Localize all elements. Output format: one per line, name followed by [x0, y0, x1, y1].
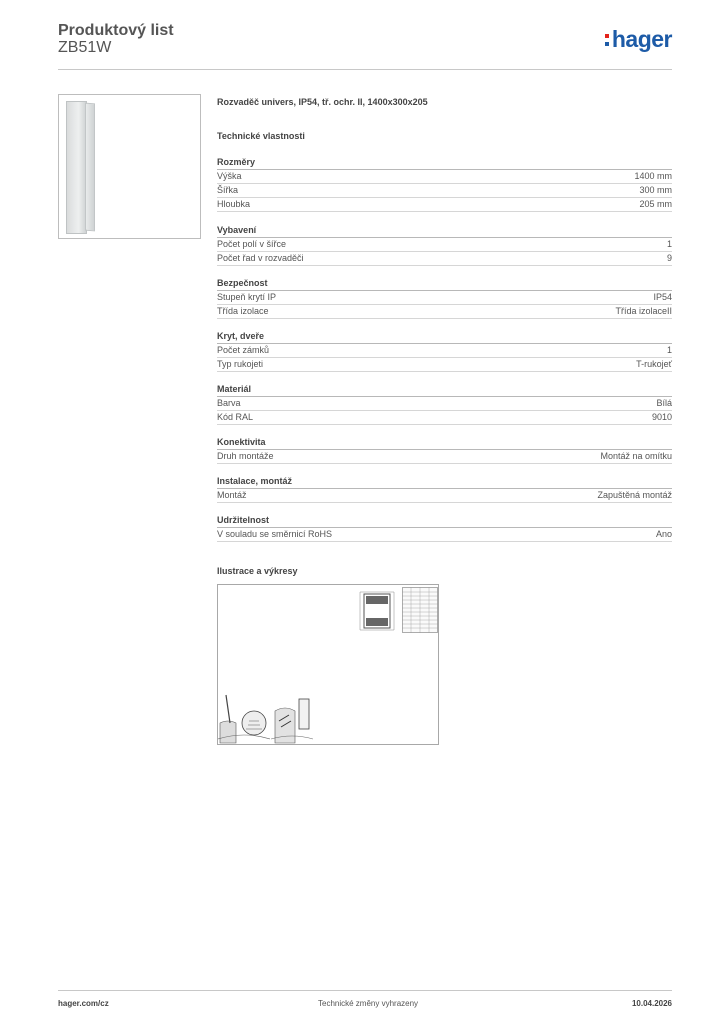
spec-key: Kód RAL	[217, 412, 254, 422]
spec-row	[217, 238, 672, 252]
spec-value: 1	[666, 239, 672, 249]
spec-row	[217, 397, 672, 411]
section-title: Vybavení	[217, 224, 672, 238]
installation-drawing-2	[271, 693, 313, 744]
spec-key: Stupeň krytí IP	[217, 292, 277, 302]
section-title: Rozměry	[217, 156, 672, 170]
spec-key: Počet polí v šířce	[217, 239, 287, 249]
product-description: Rozvaděč univers, IP54, tř. ochr. II, 1400x300x205	[217, 97, 428, 107]
spec-key: Počet řad v rozvaděči	[217, 253, 304, 263]
spec-value: 1400 mm	[634, 171, 672, 181]
cabinet-body	[66, 101, 87, 234]
spec-value: 300 mm	[639, 185, 672, 195]
spec-row	[217, 184, 672, 198]
spec-key: Šířka	[217, 185, 239, 195]
spec-key: Barva	[217, 398, 241, 408]
section-title: Materiál	[217, 383, 672, 397]
footer-date: 10.04.2026	[631, 999, 672, 1008]
spec-row	[217, 450, 672, 464]
spec-value: IP54	[653, 292, 672, 302]
spec-value: Třída izolaceII	[615, 306, 672, 316]
spec-row	[217, 489, 672, 503]
spec-row	[217, 305, 672, 319]
spec-row	[217, 198, 672, 212]
technical-properties-heading: Technické vlastnosti	[217, 131, 305, 141]
product-photo	[58, 94, 201, 239]
spec-value: 205 mm	[639, 199, 672, 209]
cabinet-door	[85, 103, 95, 232]
section-title: Kryt, dveře	[217, 330, 672, 344]
spec-row	[217, 252, 672, 266]
logo-colon-icon	[605, 34, 610, 48]
spec-value: T-rukojeť	[636, 359, 672, 369]
footer-website: hager.com/cz	[58, 999, 109, 1008]
spec-key: Třída izolace	[217, 306, 269, 316]
spec-row	[217, 411, 672, 425]
document-title: Produktový list	[58, 22, 174, 39]
spec-value: Montáž na omítku	[600, 451, 672, 461]
installation-drawing-1	[218, 693, 270, 744]
illustrations-heading: Ilustrace a výkresy	[217, 566, 298, 576]
spec-key: Výška	[217, 171, 242, 181]
section-title: Udržitelnost	[217, 514, 672, 528]
footer-disclaimer: Technické změny vyhrazeny	[318, 999, 419, 1008]
logo-text: hager	[611, 26, 672, 52]
spec-row	[217, 170, 672, 184]
section-title: Bezpečnost	[217, 277, 672, 291]
spec-value: 9010	[651, 412, 672, 422]
spec-value: Bílá	[656, 398, 672, 408]
page-footer	[58, 990, 672, 1016]
spec-value: 9	[666, 253, 672, 263]
hager-logo	[605, 26, 672, 53]
spec-key: Počet zámků	[217, 345, 270, 355]
spec-row	[217, 291, 672, 305]
spec-key: Hloubka	[217, 199, 251, 209]
spec-row	[217, 344, 672, 358]
spec-value: Ano	[655, 529, 672, 539]
spec-key: Druh montáže	[217, 451, 274, 461]
section-title: Konektivita	[217, 436, 672, 450]
spec-key: Typ rukojeti	[217, 359, 264, 369]
product-code: ZB51W	[58, 39, 112, 56]
spec-value: 1	[666, 345, 672, 355]
page-header	[58, 20, 672, 70]
spec-row	[217, 528, 672, 542]
spec-key: Montáž	[217, 490, 247, 500]
spec-value: Zapuštěná montáž	[597, 490, 672, 500]
spec-key: V souladu se směrnicí RoHS	[217, 529, 333, 539]
front-view-drawing	[358, 588, 396, 634]
spec-row	[217, 358, 672, 372]
dimension-table-drawing	[402, 587, 438, 633]
section-title: Instalace, montáž	[217, 475, 672, 489]
